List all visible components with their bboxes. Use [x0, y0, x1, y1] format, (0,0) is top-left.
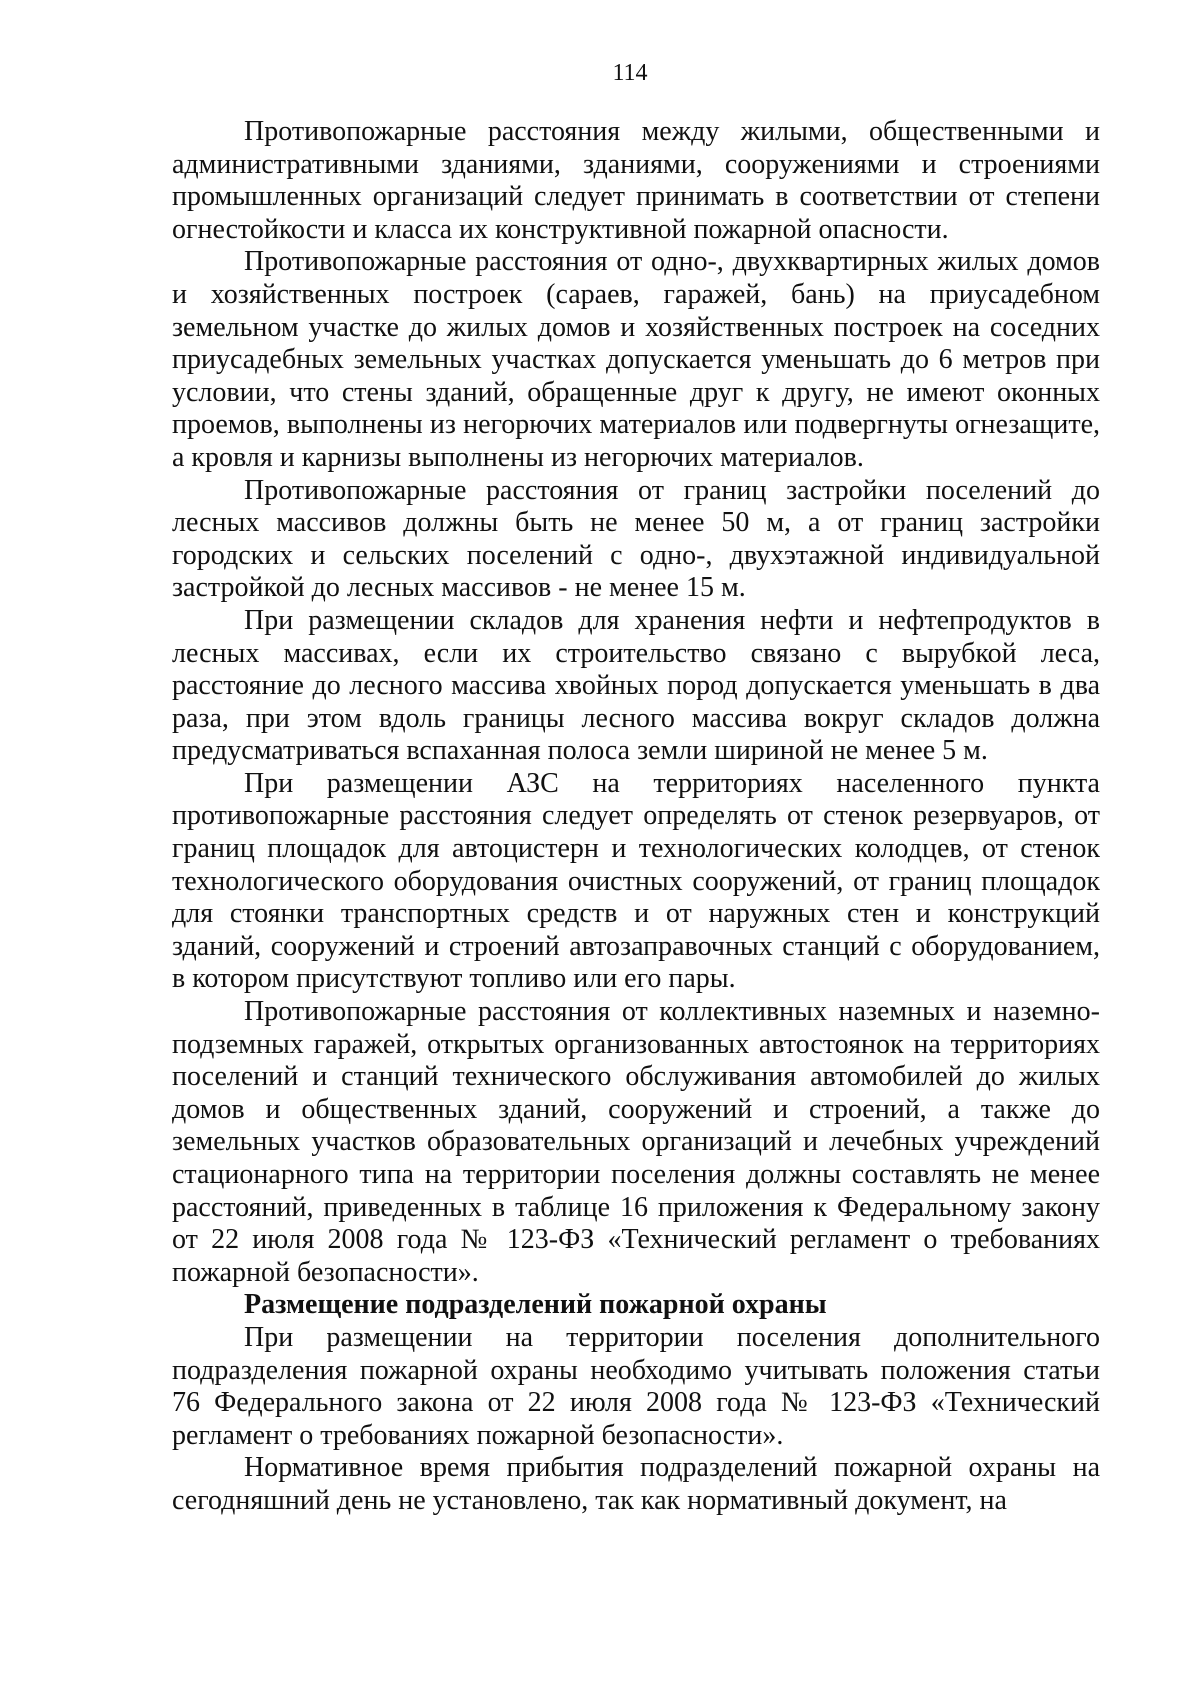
paragraph: Противопожарные расстояния от коллективных наземных и наземно-подземных гаражей, открытых организованных автостоянок на территориях поселений и станций технического обслуживания автомобилей до жилых домов и общественных зданий, сооружений и строений, а также до земельных участков образовательных организаций и лечебных учреждений стационарного типа на территории поселения должны составлять не менее расстояний, приведенных в таблице 16 приложения к Федеральному закону от 22 июля 2008 года № 123-ФЗ «Технический регламент о требованиях пожарной безопасности».: [172, 996, 1100, 1288]
section-heading: Размещение подразделений пожарной охраны: [244, 1289, 827, 1321]
page-number: 114: [612, 60, 648, 86]
paragraph: Противопожарные расстояния между жилыми, общественными и административными зданиями, зданиями, сооружениями и строениями промышленных организаций следует принимать в соответствии от степени огнестойкости и класса их конструктивной пожарной опасности.: [172, 116, 1100, 245]
document-body: [172, 116, 1100, 1518]
paragraph: При размещении на территории поселения дополнительного подразделения пожарной охраны необходимо учитывать положения статьи 76 Федерального закона от 22 июля 2008 года № 123-ФЗ «Технический регламент о требованиях пожарной безопасности».: [172, 1321, 1100, 1451]
paragraph: Противопожарные расстояния от одно-, двухквартирных жилых домов и хозяйственных построек (сараев, гаражей, бань) на приусадебном земельном участке до жилых домов и хозяйственных построек на соседних приусадебных земельных участках допускается уменьшать до 6 метров при условии, что стены зданий, обращенные друг к другу, не имеют оконных проемов, выполнены из негорючих материалов или подвергнуты огнезащите, а кровля и карнизы выполнены из негорючих материалов.: [172, 246, 1100, 473]
paragraph: При размещении складов для хранения нефти и нефтепродуктов в лесных массивах, если их строительство связано с вырубкой леса, расстояние до лесного массива хвойных пород допускается уменьшать в два раза, при этом вдоль границы лесного массива вокруг складов должна предусматриваться вспаханная полоса земли шириной не менее 5 м.: [172, 604, 1100, 767]
paragraph: Нормативное время прибытия подразделений пожарной охраны на сегодняшний день не установлено, так как нормативный документ, на: [172, 1452, 1100, 1516]
paragraph: Противопожарные расстояния от границ застройки поселений до лесных массивов должны быть не менее 50 м, а от границ застройки городских и сельских поселений с одно-, двухэтажной индивидуальной застройкой до лесных массивов - не менее 15 м.: [172, 474, 1100, 604]
paragraph: При размещении АЗС на территориях населенного пункта противопожарные расстояния следует определять от стенок резервуаров, от границ площадок для автоцистерн и технологических колодцев, от стенок технологического оборудования очистных сооружений, от границ площадок для стоянки транспортных средств и от наружных стен и конструкций зданий, сооружений и строений автозаправочных станций с оборудованием, в котором присутствуют топливо или его пары.: [172, 767, 1100, 995]
